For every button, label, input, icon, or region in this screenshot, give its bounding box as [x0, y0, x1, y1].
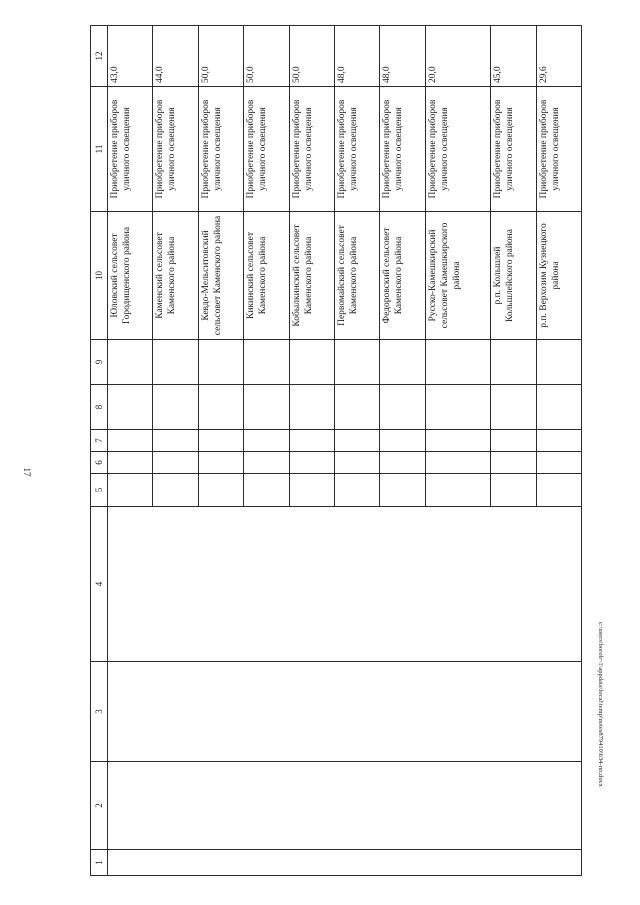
- cell-col9: [425, 340, 491, 385]
- cell-col5: [334, 474, 379, 507]
- cell-col8: [425, 385, 491, 430]
- cell-col6: [491, 452, 536, 474]
- cell-col6: [380, 452, 425, 474]
- amount-cell: 50,0: [244, 26, 289, 87]
- cell-col7: [425, 430, 491, 452]
- allocation-table: [90, 25, 582, 876]
- recipient-cell: р.п. Кольшлей Кольшлейского района: [491, 212, 536, 340]
- rotated-page-content: [90, 26, 582, 876]
- purpose-cell: Приобретение приборов уличного освещения: [334, 87, 379, 212]
- cell-col5: [491, 474, 536, 507]
- purpose-cell: Приобретение приборов уличного освещения: [536, 87, 581, 212]
- cell-col7: [244, 430, 289, 452]
- cell-col8: [153, 385, 198, 430]
- amount-cell: 50,0: [289, 26, 334, 87]
- cell-col9: [198, 340, 243, 385]
- column-number: 7: [91, 430, 108, 452]
- column-number: 1: [91, 850, 108, 876]
- column-number-row: [91, 26, 108, 876]
- cell-col9: [536, 340, 581, 385]
- cell-col9: [153, 340, 198, 385]
- column-number: 5: [91, 474, 108, 507]
- cell-col5: [289, 474, 334, 507]
- column-number: 6: [91, 452, 108, 474]
- cell-col6: [334, 452, 379, 474]
- cell-col5: [108, 474, 153, 507]
- cell-col7: [536, 430, 581, 452]
- cell-col5: [244, 474, 289, 507]
- amount-cell: 43,0: [108, 26, 153, 87]
- cell-col7: [289, 430, 334, 452]
- purpose-cell: Приобретение приборов уличного освещения: [289, 87, 334, 212]
- cell-col8: [380, 385, 425, 430]
- column-number: 4: [91, 507, 108, 662]
- cell-col6: [198, 452, 243, 474]
- cell-col6: [289, 452, 334, 474]
- amount-cell: 45,0: [491, 26, 536, 87]
- column-number: 9: [91, 340, 108, 385]
- cell-col6: [425, 452, 491, 474]
- cell-col7: [380, 430, 425, 452]
- amount-cell: 48,0: [334, 26, 379, 87]
- amount-cell: 50,0: [198, 26, 243, 87]
- cell-col6: [536, 452, 581, 474]
- column-number: 3: [91, 662, 108, 762]
- cell-col7: [198, 430, 243, 452]
- cell-col8: [108, 385, 153, 430]
- cell-col5: [198, 474, 243, 507]
- cell-col7: [153, 430, 198, 452]
- recipient-cell: Юловский сельсовет Городищенского района: [108, 212, 153, 340]
- cell-col9: [108, 340, 153, 385]
- recipient-cell: Каменский сельсовет Каменского района: [153, 212, 198, 340]
- purpose-cell: Приобретение приборов уличного освещения: [244, 87, 289, 212]
- cell-col5: [153, 474, 198, 507]
- cell-col7: [108, 430, 153, 452]
- purpose-cell: Приобретение приборов уличного освещения: [108, 87, 153, 212]
- cell-col7: [491, 430, 536, 452]
- cell-col7: [334, 430, 379, 452]
- recipient-cell: Кикинский сельсовет Каменского района: [244, 212, 289, 340]
- column-number: 8: [91, 385, 108, 430]
- amount-cell: 44,0: [153, 26, 198, 87]
- recipient-cell: Федоровский сельсовет Каменского района: [380, 212, 425, 340]
- cell-col8: [198, 385, 243, 430]
- page-number: 17: [22, 467, 32, 477]
- cell-col6: [244, 452, 289, 474]
- cell-col8: [491, 385, 536, 430]
- recipient-cell: Кевдо-Мельситовский сельсовет Каменского района: [198, 212, 243, 340]
- cell-col6: [108, 452, 153, 474]
- amount-cell: 48,0: [380, 26, 425, 87]
- recipient-cell: Кобылкинский сельсовет Каменского района: [289, 212, 334, 340]
- cell-col6: [153, 452, 198, 474]
- purpose-cell: Приобретение приборов уличного освещения: [380, 87, 425, 212]
- cell-col4: [108, 507, 582, 662]
- recipient-cell: Первомайский сельсовет Каменского района: [334, 212, 379, 340]
- cell-col2: [108, 762, 582, 850]
- cell-col8: [289, 385, 334, 430]
- cell-col9: [244, 340, 289, 385]
- column-number: 12: [91, 26, 108, 87]
- cell-col9: [491, 340, 536, 385]
- cell-col9: [289, 340, 334, 385]
- cell-col1: [108, 850, 582, 876]
- cell-col8: [334, 385, 379, 430]
- cell-col8: [536, 385, 581, 430]
- recipient-cell: р.п. Верхозим Кузнецкого района: [536, 212, 581, 340]
- amount-cell: 29,6: [536, 26, 581, 87]
- cell-col3: [108, 662, 582, 762]
- cell-col5: [380, 474, 425, 507]
- column-number: 2: [91, 762, 108, 850]
- column-number: 10: [91, 212, 108, 340]
- recipient-cell: Русско-Камешкирский сельсовет Камешкирского района: [425, 212, 491, 340]
- cell-col8: [244, 385, 289, 430]
- cell-col5: [425, 474, 491, 507]
- column-number: 11: [91, 87, 108, 212]
- purpose-cell: Приобретение приборов уличного освещения: [491, 87, 536, 212]
- cell-col9: [380, 340, 425, 385]
- purpose-cell: Приобретение приборов уличного освещения: [153, 87, 198, 212]
- purpose-cell: Приобретение приборов уличного освещения: [425, 87, 491, 212]
- cell-col5: [536, 474, 581, 507]
- file-path-footer: c:\users\boroh~1\appdata\local\temp\notes879410\634-пп.docx: [597, 622, 604, 787]
- amount-cell: 20,0: [425, 26, 491, 87]
- table-row: [108, 26, 153, 876]
- cell-col9: [334, 340, 379, 385]
- purpose-cell: Приобретение приборов уличного освещения: [198, 87, 243, 212]
